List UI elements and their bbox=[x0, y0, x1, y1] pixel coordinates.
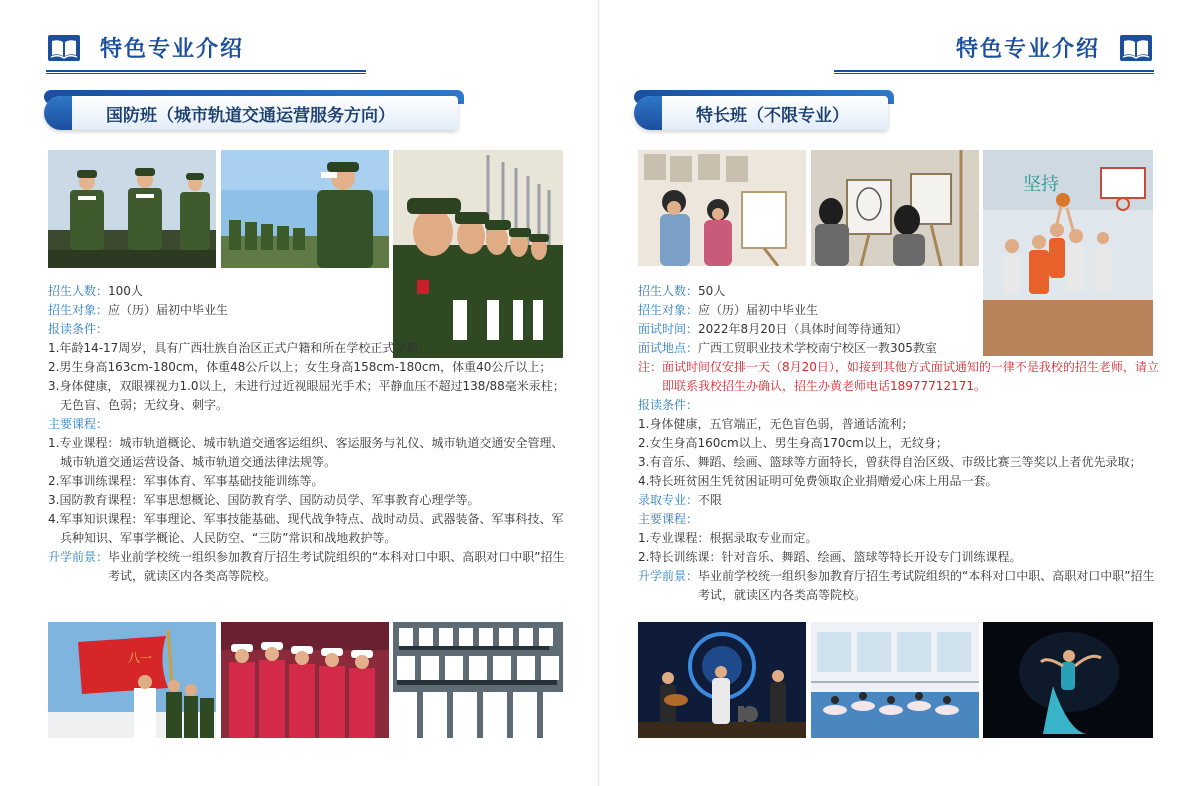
target-label: 招生对象： bbox=[638, 303, 699, 317]
requirement-item: 3.身体健康，双眼裸视力1.0以上，未进行过近视眼屈光手术；平静血压不超过138/88毫米汞柱；无色盲、色弱；无纹身、刺字。 bbox=[48, 379, 565, 412]
interview-time-value: 2022年8月20日（具体时间等待通知） bbox=[698, 322, 908, 336]
course-item: 1.专业课程：城市轨道概论、城市轨道交通客运组织、客运服务与礼仪、城市轨道交通安全管理、城市轨道交通运营设备、城市轨道交通法律法规等。 bbox=[48, 436, 564, 469]
requirement-item: 1.年龄14-17周岁，具有广西壮族自治区正式户籍和所在学校正式学籍； bbox=[48, 341, 431, 355]
photo-militia-women bbox=[221, 622, 389, 738]
course-item: 2.特长训练课：针对音乐、舞蹈、绘画、篮球等特长开设专门训练课程。 bbox=[638, 550, 1022, 564]
courses-label: 主要课程： bbox=[48, 417, 109, 431]
requirement-item: 2.男生身高163cm-180cm，体重48公斤以上；女生身高158cm-180cm，体重40公斤以上； bbox=[48, 360, 552, 374]
photo-solo-dancer bbox=[983, 622, 1153, 738]
prospects-label: 升学前景： bbox=[48, 550, 109, 564]
requirement-item: 3.有音乐、舞蹈、绘画、篮球等方面特长，曾获得自治区级、市级比赛三等奖以上者优先录取； bbox=[638, 455, 1142, 469]
page-title: 特色专业介绍 bbox=[955, 36, 1100, 62]
section-banner bbox=[634, 90, 894, 130]
interview-notice: 注：面试时间仅安排一天（8月20日），如接到其他方式面试通知的一律不是我校的招生老师，请立即联系我校招生办确认，招生办黄老师电话18977712171。 bbox=[638, 360, 1159, 393]
majors-label: 录取专业： bbox=[638, 493, 699, 507]
prospects-value: 毕业前学校统一组织参加教育厅招生考试院组织的“本科对口中职、高职对口中职”招生考试，就读区内各类高等院校。 bbox=[698, 569, 1155, 602]
section-banner bbox=[44, 90, 464, 130]
svg-text:坚持: 坚持 bbox=[1023, 174, 1059, 195]
section-title: 国防班（城市轨道交通运营服务方向） bbox=[106, 106, 395, 126]
enrollment-label: 招生人数： bbox=[48, 284, 109, 298]
target-value: 应（历）届初中毕业生 bbox=[108, 303, 229, 317]
left-header bbox=[48, 32, 244, 63]
prospects-label: 升学前景： bbox=[638, 569, 699, 583]
course-item: 3.国防教育课程：军事思想概论、国防教育学、国防动员学、军事教育心理学等。 bbox=[48, 493, 480, 507]
header-divider bbox=[834, 70, 1154, 74]
target-value: 应（历）届初中毕业生 bbox=[698, 303, 819, 317]
prospects-value: 毕业前学校统一组织参加教育厅招生考试院组织的“本科对口中职、高职对口中职”招生考试，就读区内各类高等院校。 bbox=[108, 550, 565, 583]
course-item: 1.专业课程：根据录取专业而定。 bbox=[638, 531, 818, 545]
enrollment-value: 50人 bbox=[698, 284, 726, 298]
majors-value: 不限 bbox=[698, 493, 723, 507]
left-content bbox=[48, 282, 572, 586]
requirements-label: 报读条件： bbox=[48, 322, 109, 336]
requirement-item: 1.身体健康，五官端正，无色盲色弱，普通话流利； bbox=[638, 417, 914, 431]
right-page bbox=[600, 0, 1200, 786]
photo-dance-studio bbox=[811, 622, 979, 738]
photo-soldier-parade bbox=[221, 150, 389, 268]
page-title: 特色专业介绍 bbox=[100, 36, 245, 62]
right-content bbox=[638, 282, 1162, 605]
right-header bbox=[956, 32, 1152, 63]
svg-text:八一: 八一 bbox=[128, 651, 153, 665]
courses-label: 主要课程： bbox=[638, 512, 699, 526]
photo-flag-guard bbox=[48, 622, 216, 738]
requirement-item: 4.特长班贫困生凭贫困证明可免费领取企业捐赠爱心床上用品一套。 bbox=[638, 474, 998, 488]
header-divider bbox=[46, 70, 366, 74]
requirements-label: 报读条件： bbox=[638, 398, 699, 412]
course-item: 2.军事训练课程：军事体育、军事基础技能训练等。 bbox=[48, 474, 324, 488]
target-label: 招生对象： bbox=[48, 303, 109, 317]
interview-place-label: 面试地点： bbox=[638, 341, 699, 355]
photo-sketching-class bbox=[811, 150, 979, 266]
enrollment-label: 招生人数： bbox=[638, 284, 699, 298]
book-icon bbox=[1120, 35, 1152, 61]
interview-place-value: 广西工贸职业技术学校南宁校区一教305教室 bbox=[698, 341, 937, 355]
photo-music-stage bbox=[638, 622, 806, 738]
enrollment-value: 100人 bbox=[108, 284, 143, 298]
requirement-item: 2.女生身高160cm以上、男生身高170cm以上，无纹身； bbox=[638, 436, 948, 450]
photo-painting-class bbox=[638, 150, 806, 266]
book-icon bbox=[48, 35, 80, 61]
photo-honor-guard-salute bbox=[48, 150, 216, 268]
interview-time-label: 面试时间： bbox=[638, 322, 699, 336]
photo-navy-formation bbox=[393, 622, 563, 738]
section-title: 特长班（不限专业） bbox=[696, 106, 849, 126]
course-item: 4.军事知识课程：军事理论、军事技能基础、现代战争特点、战时动员、武器装备、军事科技、军兵种知识、军事学概论、人民防空、“三防”常识和战地救护等。 bbox=[48, 512, 564, 545]
